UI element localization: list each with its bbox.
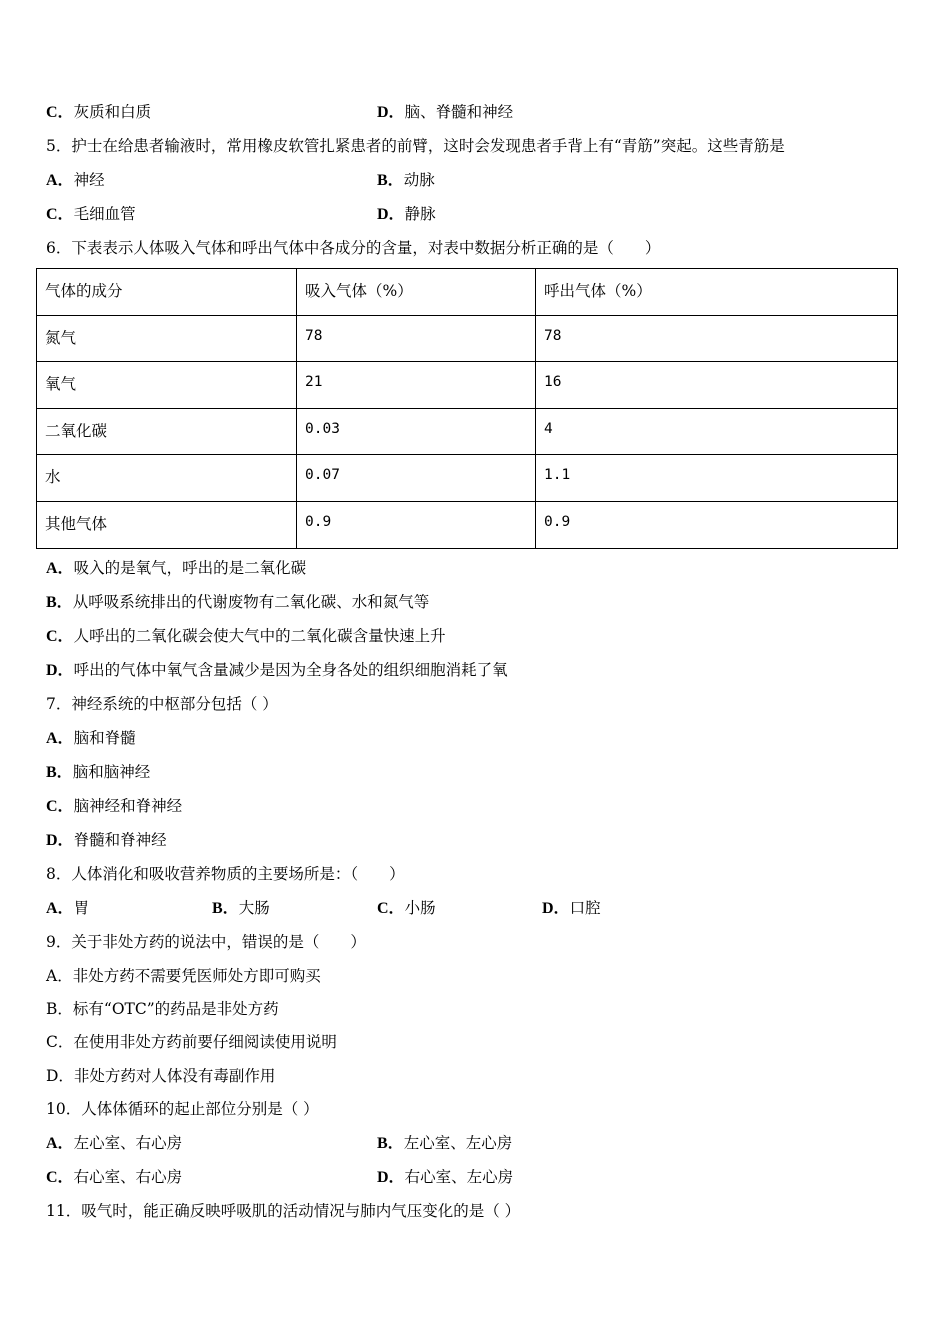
q5-option-a: A．神经 bbox=[46, 171, 105, 189]
table-cell: 16 bbox=[536, 362, 898, 409]
table-cell: 0.07 bbox=[297, 455, 536, 502]
table-cell: 4 bbox=[536, 408, 898, 455]
q9-option-a: A．非处方药不需要凭医师处方即可购买 bbox=[46, 967, 321, 985]
q9-stem: 9．关于非处方药的说法中，错误的是（ ） bbox=[46, 933, 366, 951]
q5-option-c: C．毛细血管 bbox=[46, 205, 136, 223]
q7-option-c: C．脑神经和脊神经 bbox=[46, 797, 183, 815]
table-cell: 其他气体 bbox=[37, 501, 297, 548]
q8-option-b: B．大肠 bbox=[212, 899, 270, 917]
table-row bbox=[37, 315, 898, 362]
table-header-cell: 气体的成分 bbox=[37, 269, 297, 316]
q6-option-b: B．从呼吸系统排出的代谢废物有二氧化碳、水和氮气等 bbox=[46, 593, 430, 611]
q4-option-d: D．脑、脊髓和神经 bbox=[377, 103, 514, 121]
q7-option-a: A．脑和脊髓 bbox=[46, 729, 136, 747]
table-cell: 0.9 bbox=[297, 501, 536, 548]
q10-option-d: D．右心室、左心房 bbox=[377, 1168, 514, 1186]
table-cell: 氮气 bbox=[37, 315, 297, 362]
q5-stem: 5．护士在给患者输液时，常用橡皮软管扎紧患者的前臂，这时会发现患者手背上有“青筋”突起。这些青筋是 bbox=[46, 137, 785, 155]
table-cell: 1.1 bbox=[536, 455, 898, 502]
q10-stem: 10．人体体循环的起止部位分别是（ ） bbox=[46, 1100, 319, 1118]
table-cell: 二氧化碳 bbox=[37, 408, 297, 455]
q8-option-d: D．口腔 bbox=[542, 899, 601, 917]
q7-option-b: B．脑和脑神经 bbox=[46, 763, 151, 781]
q8-option-a: A．胃 bbox=[46, 899, 90, 917]
table-cell: 21 bbox=[297, 362, 536, 409]
q6-option-d: D．呼出的气体中氧气含量减少是因为全身各处的组织细胞消耗了氧 bbox=[46, 661, 508, 679]
table-header-cell: 吸入气体（%） bbox=[297, 269, 536, 316]
q8-stem: 8．人体消化和吸收营养物质的主要场所是：（ ） bbox=[46, 865, 405, 883]
table-cell: 水 bbox=[37, 455, 297, 502]
q9-option-b: B．标有“OTC”的药品是非处方药 bbox=[46, 1000, 279, 1018]
q5-option-b: B．动脉 bbox=[377, 171, 435, 189]
q6-option-a: A．吸入的是氧气，呼出的是二氧化碳 bbox=[46, 559, 307, 577]
table-row bbox=[37, 408, 898, 455]
table-cell: 78 bbox=[297, 315, 536, 362]
table-cell: 0.03 bbox=[297, 408, 536, 455]
table-cell: 78 bbox=[536, 315, 898, 362]
q10-option-c: C．右心室、右心房 bbox=[46, 1168, 183, 1186]
q5-option-d: D．静脉 bbox=[377, 205, 436, 223]
table-header-row bbox=[37, 269, 898, 316]
q11-stem: 11．吸气时，能正确反映呼吸肌的活动情况与肺内气压变化的是（ ） bbox=[46, 1202, 521, 1220]
table-cell: 氧气 bbox=[37, 362, 297, 409]
q7-option-d: D．脊髓和脊神经 bbox=[46, 831, 167, 849]
q4-option-c: C．灰质和白质 bbox=[46, 103, 152, 121]
q7-stem: 7．神经系统的中枢部分包括（ ） bbox=[46, 695, 278, 713]
table-cell: 0.9 bbox=[536, 501, 898, 548]
table-row bbox=[37, 362, 898, 409]
gas-composition-table bbox=[36, 268, 898, 549]
q10-option-b: B．左心室、左心房 bbox=[377, 1134, 513, 1152]
q6-option-c: C．人呼出的二氧化碳会使大气中的二氧化碳含量快速上升 bbox=[46, 627, 446, 645]
table-row bbox=[37, 455, 898, 502]
q6-stem: 6．下表表示人体吸入气体和呼出气体中各成分的含量，对表中数据分析正确的是（ ） bbox=[46, 239, 661, 257]
q9-option-d: D．非处方药对人体没有毒副作用 bbox=[46, 1067, 276, 1085]
q8-option-c: C．小肠 bbox=[377, 899, 436, 917]
table-row bbox=[37, 501, 898, 548]
q10-option-a: A．左心室、右心房 bbox=[46, 1134, 183, 1152]
q9-option-c: C．在使用非处方药前要仔细阅读使用说明 bbox=[46, 1033, 337, 1051]
table-header-cell: 呼出气体（%） bbox=[536, 269, 898, 316]
